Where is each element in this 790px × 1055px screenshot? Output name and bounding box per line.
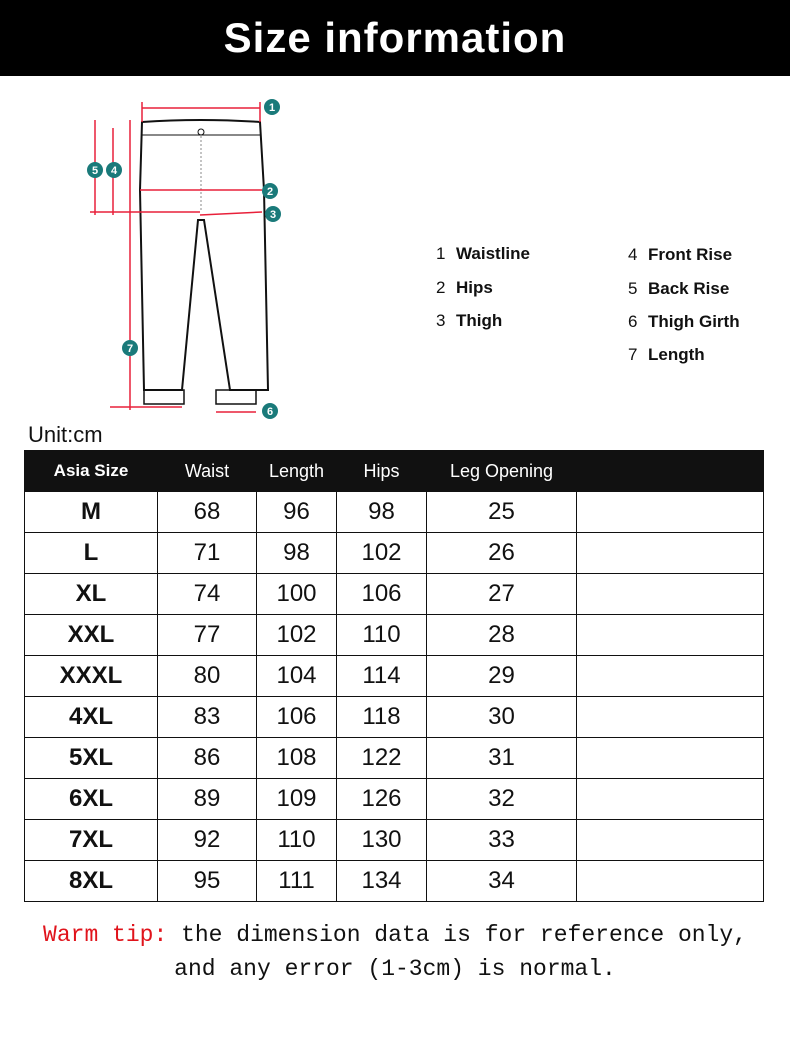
cell-size: 7XL (25, 820, 158, 861)
cell-empty (577, 574, 764, 615)
cell-length: 104 (257, 656, 337, 697)
cell-size: L (25, 533, 158, 574)
table-row (25, 861, 764, 902)
cell-waist: 89 (158, 779, 257, 820)
pants-measurement-diagram (70, 90, 300, 430)
marker-label: 7 (126, 343, 134, 355)
unit-label: Unit:cm (28, 422, 103, 447)
warm-tip-line1: the dimension data is for reference only, (167, 922, 747, 948)
page-title: Size information (223, 14, 567, 61)
cell-size: 8XL (25, 861, 158, 902)
header-empty (577, 451, 764, 492)
cell-hips: 110 (337, 615, 427, 656)
cell-length: 111 (257, 861, 337, 902)
cell-hips: 130 (337, 820, 427, 861)
marker-label: 6 (266, 406, 274, 418)
cell-empty (577, 656, 764, 697)
cell-size: 4XL (25, 697, 158, 738)
marker-label: 5 (91, 165, 99, 177)
cell-leg-opening: 29 (427, 656, 577, 697)
cell-empty (577, 861, 764, 902)
cell-length: 96 (257, 492, 337, 533)
table-header-row (25, 451, 764, 492)
marker-label: 4 (110, 165, 118, 177)
size-table (24, 450, 764, 902)
table-row (25, 615, 764, 656)
cell-hips: 118 (337, 697, 427, 738)
warm-tip-line2: and any error (1-3cm) is normal. (174, 956, 616, 982)
cell-leg-opening: 34 (427, 861, 577, 902)
cell-empty (577, 533, 764, 574)
legend-item-back-rise: 5 Back Rise (628, 279, 730, 298)
header-length: Length (257, 451, 337, 492)
table-row (25, 697, 764, 738)
cell-empty (577, 492, 764, 533)
marker-label: 3 (269, 209, 277, 221)
warm-tip-label: Warm tip: (43, 922, 168, 948)
cell-leg-opening: 27 (427, 574, 577, 615)
cell-length: 98 (257, 533, 337, 574)
cell-empty (577, 615, 764, 656)
table-row (25, 533, 764, 574)
legend-item-waistline: 1 Waistline (436, 244, 530, 263)
pants-outline (140, 120, 268, 404)
cell-waist: 80 (158, 656, 257, 697)
title-banner (0, 0, 790, 76)
cell-leg-opening: 28 (427, 615, 577, 656)
cell-waist: 95 (158, 861, 257, 902)
cell-length: 102 (257, 615, 337, 656)
cell-hips: 102 (337, 533, 427, 574)
marker-label: 1 (268, 102, 276, 114)
cell-leg-opening: 26 (427, 533, 577, 574)
cell-waist: 74 (158, 574, 257, 615)
cell-length: 109 (257, 779, 337, 820)
cell-hips: 114 (337, 656, 427, 697)
cell-waist: 86 (158, 738, 257, 779)
cell-hips: 98 (337, 492, 427, 533)
cell-size: XXL (25, 615, 158, 656)
cell-leg-opening: 31 (427, 738, 577, 779)
legend-item-thigh-girth: 6 Thigh Girth (628, 312, 740, 331)
legend-item-length: 7 Length (628, 345, 705, 364)
marker-label: 2 (266, 186, 274, 198)
cell-waist: 68 (158, 492, 257, 533)
header-asia-size: Asia Size (25, 451, 158, 492)
table-row (25, 820, 764, 861)
cell-empty (577, 779, 764, 820)
cell-waist: 71 (158, 533, 257, 574)
cell-empty (577, 820, 764, 861)
table-row (25, 656, 764, 697)
warm-tip (0, 918, 790, 986)
cell-size: 6XL (25, 779, 158, 820)
table-row (25, 779, 764, 820)
cell-hips: 106 (337, 574, 427, 615)
cell-hips: 126 (337, 779, 427, 820)
cell-waist: 92 (158, 820, 257, 861)
cell-waist: 77 (158, 615, 257, 656)
cell-empty (577, 738, 764, 779)
cell-length: 108 (257, 738, 337, 779)
legend-item-front-rise: 4 Front Rise (628, 245, 733, 264)
cell-hips: 122 (337, 738, 427, 779)
cell-length: 100 (257, 574, 337, 615)
legend-item-thigh: 3 Thigh (436, 311, 503, 330)
cell-hips: 134 (337, 861, 427, 902)
table-row (25, 492, 764, 533)
cell-leg-opening: 30 (427, 697, 577, 738)
cell-waist: 83 (158, 697, 257, 738)
table-row (25, 574, 764, 615)
cell-leg-opening: 25 (427, 492, 577, 533)
cell-empty (577, 697, 764, 738)
cell-size: XXXL (25, 656, 158, 697)
header-waist: Waist (158, 451, 257, 492)
cell-size: M (25, 492, 158, 533)
cell-size: 5XL (25, 738, 158, 779)
cell-length: 106 (257, 697, 337, 738)
header-leg-opening: Leg Opening (427, 451, 577, 492)
header-hips: Hips (337, 451, 427, 492)
cell-leg-opening: 33 (427, 820, 577, 861)
legend-item-hips: 2 Hips (436, 278, 493, 297)
cell-leg-opening: 32 (427, 779, 577, 820)
cell-size: XL (25, 574, 158, 615)
cell-length: 110 (257, 820, 337, 861)
table-row (25, 738, 764, 779)
